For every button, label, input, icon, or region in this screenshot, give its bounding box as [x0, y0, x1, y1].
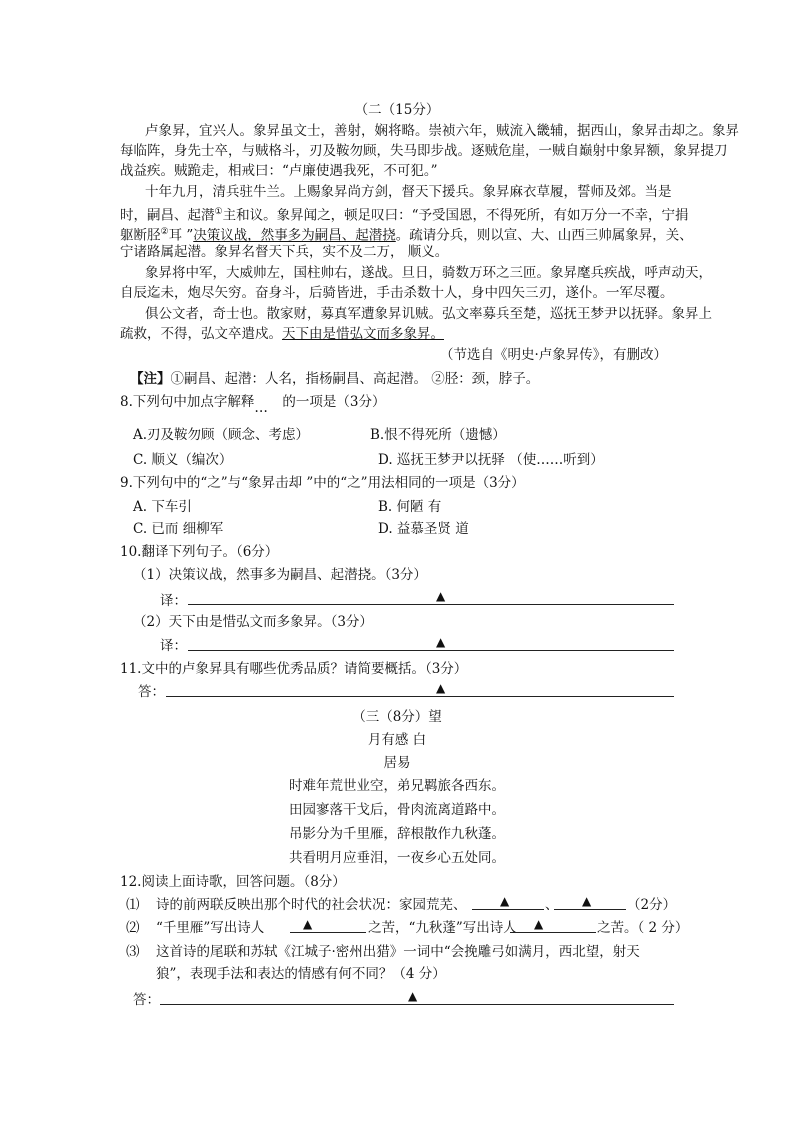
sentence-1: （1）决策议战，然事多为嗣昌、起潜挠。（3分）: [133, 567, 427, 583]
answer-line[interactable]: [160, 1004, 674, 1005]
passage-line: 每临阵，身先士卒，与贼格斗，刃及鞍勿顾，失马即步战。逐贼危崖，一贼自巅射中象昇额，象昇提刀: [120, 143, 728, 159]
answer-line[interactable]: [188, 650, 674, 651]
option-a: A. 下车引: [133, 499, 192, 515]
poem-line: 田园寥落干戈后，骨肉流离道路中。: [289, 802, 505, 818]
passage-line: 象昇将中军，大威帅左，国柱帅右，遂战。旦日，骑数万环之三匝。象昇麾兵疾战，呼声动天，: [145, 265, 712, 281]
subq-2-text-b: 之苦，“九秋蓬”写出诗人: [368, 920, 517, 936]
source-citation: （节选自《明史·卢象昇传》，有删改）: [440, 347, 668, 363]
option-b: B. 何陋 有: [378, 499, 442, 515]
poem-author: 居易: [383, 755, 411, 771]
section-2-title: （二（15分）: [354, 102, 440, 118]
blank[interactable]: [554, 909, 626, 910]
passage-line: 时，嗣昌、起潜①主和议。象昇闻之，顿足叹曰：“予受国恩，不得死所，有如万分一不幸，宁捐: [120, 207, 689, 224]
passage-line: 十年九月，清兵驻牛兰。上赐象昇尚方剑，督天下援兵。象昇麻衣草履，誓师及郊。当是: [145, 184, 672, 200]
question-9-stem: 9.下列句中的“之”与“象昇击却 ”中的“之”用法相同的一项是（3分）: [120, 475, 525, 491]
translate-label: 译：: [160, 593, 187, 609]
passage-line: 自辰迄未，炮尽矢穷。奋身斗，后骑皆进，手击杀数十人，身中四矢三刃，遂仆。一军尽覆。: [120, 285, 674, 301]
subq-number: ⑴: [126, 897, 140, 913]
passage-line: 俱公文者，奇士也。散家财，募真军遭象昇讥贼。弘文率募兵至楚，巡抚王梦尹以抚驿。象昇上: [145, 306, 712, 322]
option-d: D. 巡抚王梦尹以抚驿 （使……听到）: [378, 452, 604, 468]
option-c: C. 顺义（编次）: [133, 452, 233, 468]
sentence-2: （2）天下由是惜弘文而多象昇。（3分）: [133, 614, 373, 630]
section-3-title: （三（8分）望: [352, 709, 442, 725]
option-c: C. 已而 细柳军: [133, 521, 224, 537]
subq-3-text: 这首诗的尾联和苏轼《江城子·密州出猎》一词中“会挽雕弓如满月，西北望，射天: [156, 944, 640, 960]
passage-line: 宁诸路属起潜。象昇名督天下兵，实不及二万， 顺义。: [120, 244, 449, 260]
option-b: B.恨不得死所（遗憾）: [370, 427, 506, 443]
answer-label: 答：: [138, 684, 165, 700]
passage-line: 躯断胫②耳 ”决策议战，然事多为嗣昌、起潜挠。疏请分兵，则以宣、大、山西三帅属象昇，关、: [120, 227, 693, 244]
separator: 、: [545, 897, 559, 913]
blank[interactable]: [510, 932, 596, 933]
footnote-mark: ①: [214, 207, 223, 217]
poem-line: 共看明月应垂泪，一夜乡心五处同。: [289, 850, 505, 866]
question-11-stem: 11.文中的卢象昇具有哪些优秀品质？请简要概括。（3分）: [120, 661, 468, 677]
answer-line[interactable]: [188, 604, 674, 605]
option-a: A.刃及鞍勿顾（顾念、考虑）: [133, 427, 310, 443]
marker-icon: ▲: [582, 894, 592, 908]
footnote: 【注】①嗣昌、起潜：人名，指杨嗣昌、高起潜。 ②胫：颈，脖子。: [130, 371, 540, 387]
marker-icon: ▲: [534, 917, 544, 931]
translate-label: 译：: [160, 638, 187, 654]
subq-number: ⑶: [126, 944, 140, 960]
answer-label: 答：: [133, 992, 160, 1008]
question-12-stem: 12.阅读上面诗歌，回答问题。（8分）: [120, 874, 346, 890]
subq-number: ⑵: [126, 920, 140, 936]
score: （2分）: [627, 897, 677, 913]
footnote-mark: ②: [160, 227, 169, 237]
passage-line: 战益疾。贼跪走，相戒曰：“卢廉使遇我死，不可犯。”: [120, 163, 438, 179]
subq-2-text-c: 之苦。（ 2 分）: [597, 920, 689, 936]
passage-line: 疏救，不得，弘文卒遣戍。天下由是惜弘文而多象昇。: [120, 326, 444, 342]
subq-3-text: 狼”，表现手法和表达的情感有何不同？（4 分）: [156, 966, 446, 982]
answer-line[interactable]: [166, 696, 674, 697]
subq-2-text-a: “千里雁”写出诗人: [156, 920, 265, 936]
poem-line: 吊影分为千里雁，辞根散作九秋蓬。: [289, 826, 505, 842]
marker-icon: ▲: [500, 894, 510, 908]
marker-icon: ▲: [436, 635, 446, 649]
marker-icon: ▲: [303, 917, 313, 931]
marker-icon: ▲: [436, 589, 446, 603]
marker-icon: ▲: [436, 681, 446, 695]
question-8-stem: 8.下列句中加点字解释… 的一项是（3分）: [120, 394, 386, 416]
subq-1-text: 诗的前两联反映出那个时代的社会状况：家园荒芜、: [156, 897, 467, 913]
question-10-stem: 10.翻译下列句子。（6分）: [120, 544, 279, 560]
option-d: D. 益慕圣贤 道: [378, 521, 469, 537]
marker-icon: ▲: [408, 989, 418, 1003]
blank[interactable]: [472, 909, 544, 910]
poem-title: 月有感 白: [367, 732, 427, 748]
poem-line: 时难年荒世业空，弟兄羁旅各西东。: [289, 778, 505, 794]
passage-line: 卢象昇，宜兴人。象昇虽文士，善射，娴将略。崇祯六年，贼流入畿辅，据西山，象昇击却之。象昇: [145, 123, 739, 139]
blank[interactable]: [290, 932, 366, 933]
